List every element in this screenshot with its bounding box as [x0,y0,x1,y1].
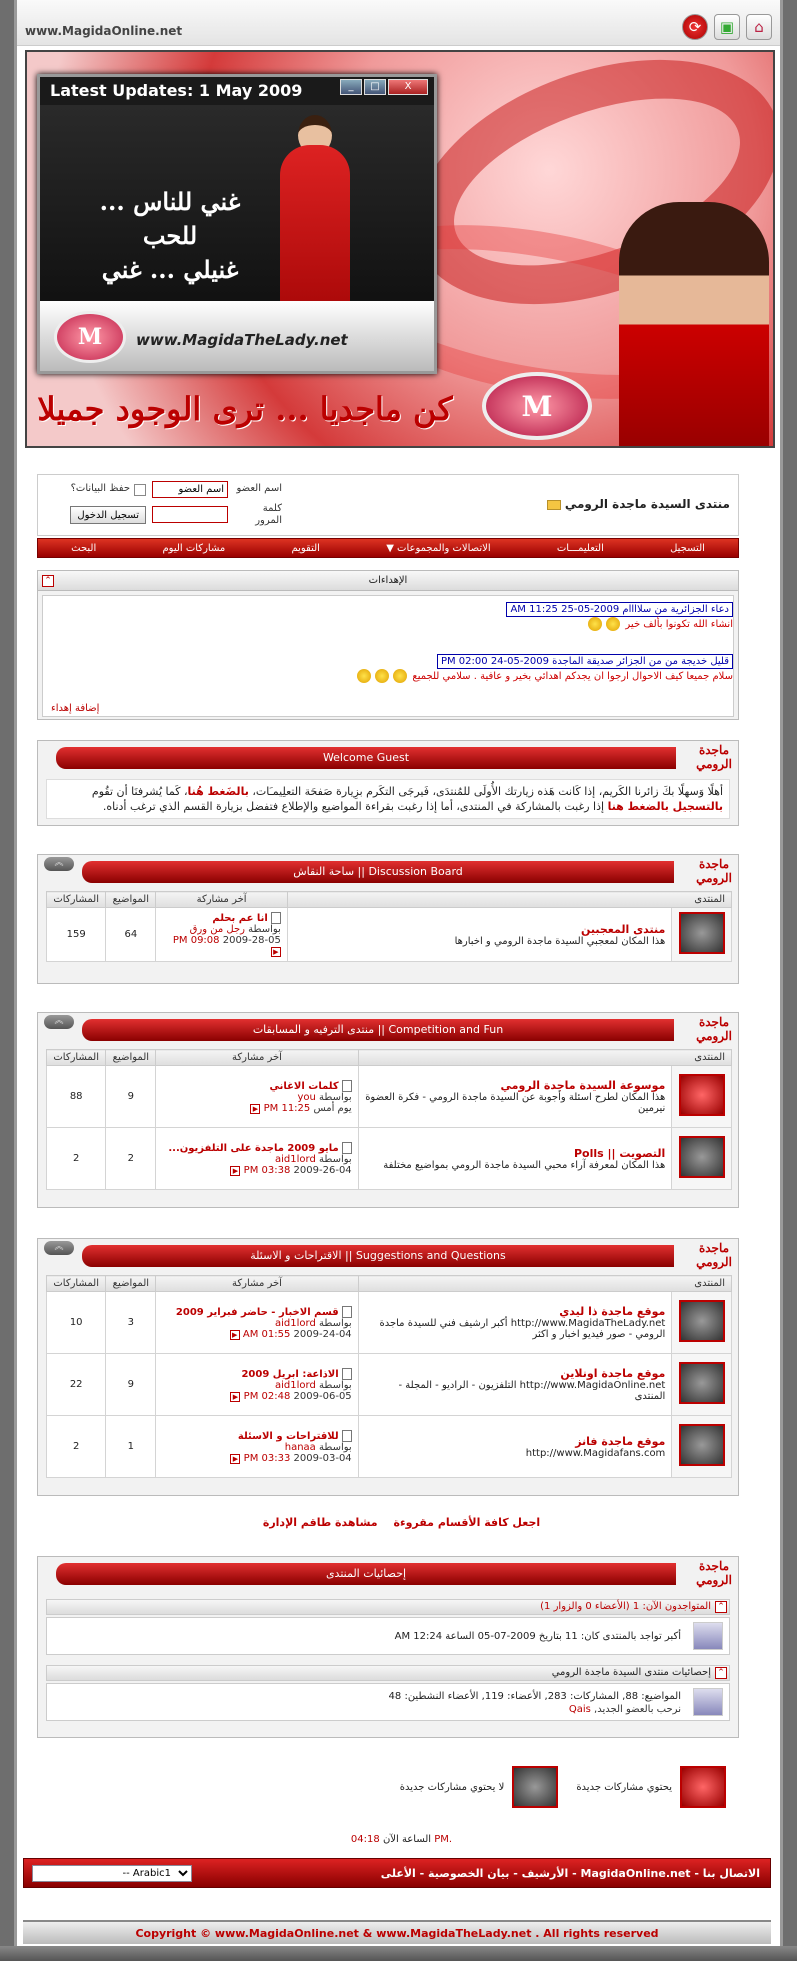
last-post-title[interactable]: الاذاعة: ابريل 2009 [241,1368,339,1380]
thread-count: 1 [106,1416,156,1478]
nav-search[interactable]: البحث [71,542,97,554]
section-title: الاقتراحات و الاسئلة || Suggestions and Questions [82,1245,674,1267]
table-row: موقع ماجدة فانز http://www.Magidafans.com للاقتراحات و الاسئلة بواسطة hanaa 2009-03-04 03:33 PM ▶ 1 2 [47,1416,732,1478]
password-label: كلمة المرور [255,503,282,526]
last-post-user[interactable]: aid1lord [275,1317,316,1329]
last-post-title[interactable]: قسم الاخبار - حاضر فبراير 2009 [175,1306,339,1318]
login-button[interactable]: تسجيل الدخول [70,506,146,524]
smiley-icon [357,669,371,683]
goto-last-post-icon[interactable]: ▶ [271,947,281,957]
forum-name[interactable]: موقع ماجدة اونلاين [560,1367,666,1380]
post-icon [342,1142,352,1154]
magida-cap-icon: ماجدة الرومي [696,743,732,771]
forum-name[interactable]: منتدى المعجبين [580,922,666,936]
forum-section [37,1012,739,1208]
nav-calendar[interactable]: التقويم [291,542,320,554]
last-post-title[interactable]: مايو 2009 ماجدة على التلفزيون... [168,1142,339,1154]
users-icon [693,1622,723,1650]
forum-status-icon [679,912,725,954]
last-post-user[interactable]: aid1lord [275,1379,316,1391]
no-new-posts-label: لا يحتوي مشاركات جديدة [399,1781,505,1793]
forum-name[interactable]: موسوعة السيدة ماجدة الرومي [500,1079,666,1092]
remember-checkbox[interactable] [134,484,146,496]
table-row: منتدى المعجبين هذا المكان لمعجبي السيدة ماجدة الرومي و اخبارها انا عم بحلم بواسطة رجل من ورق 2009-28-05 09:08 PM ▶ 64 159 [47,908,732,962]
copyright: Copyright © www.MagidaOnline.net & www.MagidaTheLady.net . All rights reserved [23,1920,771,1944]
shout-author[interactable]: دعاء الجزائرية من سلاااام 2009-05-25 11:25 AM [506,602,733,617]
shout-item [355,654,733,682]
banner-url: www.MagidaTheLady.net [136,331,348,349]
staff-link[interactable]: مشاهدة طاقم الإدارة [262,1516,378,1529]
welcome-box [37,740,739,826]
chart-icon [693,1688,723,1716]
forum-table: المنتدى آخر مشاركة المواضيع المشاركات موسوعة السيدة ماجدة الرومي هذا المكان لطرح اسئلة وأجوبة عن السيدة ماجدة الرومي - فكرة العضوة نيرمين كلمات الاغاني بواسطة you يوم أمس 11:25 PM ▶ 9 88 التصويت || Polls هذا المكان لمعرفة آراء محبي السيدة ماجدة الرومي بمواضيع مختلفة مايو 2009 ماجدة على التلفزيون... بواسطة aid1lord 2009-26-04 03:38 PM ▶ 2 2 [46,1049,732,1190]
current-time: الساعة الآن 04:18 PM. [350,1834,453,1845]
thread-count: 9 [106,1066,156,1128]
forum-links [3,1516,797,1529]
register-link[interactable]: بالتسجيل بالضغط هنا [607,800,723,813]
forum-name[interactable]: موقع ماجدة فانز [575,1434,666,1448]
last-post-title[interactable]: للاقتراحات و الاسئلة [237,1430,339,1442]
no-new-posts-icon [512,1766,558,1808]
remember-label: حفظ البيانات؟ [70,483,130,494]
site-url[interactable]: www.MagidaOnline.net [25,24,183,38]
magida-cap-icon: ماجدة الرومي [696,1015,732,1043]
section-title: ساحة النقاش || Discussion Board [82,861,674,883]
collapse-icon[interactable]: ︽ [44,1241,74,1255]
post-count: 2 [47,1128,106,1190]
collapse-icon[interactable]: ⌃ [715,1667,727,1679]
forum-status-icon [679,1136,725,1178]
last-post-user[interactable]: رجل من ورق [189,924,245,935]
portrait-photo [619,202,769,447]
folder-icon [547,500,561,510]
latest-updates-title: Latest Updates: 1 May 2009 [50,81,303,100]
forum-desc: http://www.MagidaTheLady.net أكبر ارشيف فني للسيدة ماجدة الرومي - صور فيديو اخبار و اكثر [379,1318,666,1340]
post-count: 88 [47,1066,106,1128]
image-icon[interactable]: ▣ [714,14,740,40]
magida-cap-icon: ماجدة الرومي [696,1241,732,1269]
forum-status-icon [679,1362,725,1404]
forum-desc: http://www.MagidaOnline.net التلفزيون - الراديو - المجلة - المنتدى [398,1380,666,1402]
new-posts-icon [680,1766,726,1808]
add-shout-link[interactable]: إضافة إهداء [51,703,100,714]
forum-desc: هذا المكان لمعرفة آراء محبي السيدة ماجدة الرومي بمواضيع مختلفة [383,1159,666,1171]
post-count: 2 [47,1416,106,1478]
forum-stats-text: المواضيع: 88, المشاركات: 283, الأعضاء: 119, الأعضاء النشطين: 48 نرحب بالعضو الجديد, Qais [388,1691,681,1715]
forum-table: المنتدى آخر مشاركة المواضيع المشاركات موقع ماجدة ذا ليدي http://www.MagidaTheLady.net أكبر ارشيف فني للسيدة ماجدة الرومي - صور فيديو اخبار و اكثر قسم الاخبار - حاضر فبراير 2009 بواسطة aid1lord 2009-24-04 01:55 AM ▶ 3 10 موقع ماجدة اونلاين http://www.MagidaOnline.net التلفزيون - الراديو - المجلة - المنتدى الاذاعة: ابريل 2009 بواسطة aid1lord 2009-06-05 02:48 PM ▶ 9 22 موقع ماجدة فانز http://www.Magidafans.com للاقتراحات و الاسئلة بواسطة hanaa 2009-03-04 03:33 PM ▶ 1 2 [46,1275,732,1478]
magida-cap-icon: ماجدة الرومي [696,857,732,885]
faq-link[interactable]: بالضَغط هُنا [187,785,249,798]
post-icon [271,912,281,924]
post-count: 10 [47,1292,106,1354]
maximize-icon[interactable]: □ [364,79,386,95]
forum-table: المنتدى آخر مشاركة المواضيع المشاركات منتدى المعجبين هذا المكان لمعجبي السيدة ماجدة الرومي و اخبارها انا عم بحلم بواسطة رجل من ورق 2009-28-05 09:08 PM ▶ 64 159 [46,891,732,962]
thread-count: 64 [106,908,156,962]
nav-todays-posts[interactable]: مشاركات اليوم [162,542,226,554]
stats-box [37,1556,739,1738]
shout-item [506,602,733,630]
last-post-title[interactable]: كلمات الاغاني [269,1080,339,1092]
last-post-user[interactable]: you [297,1091,316,1103]
close-icon[interactable]: X [388,79,428,95]
smiley-icon [588,617,602,631]
footer-bar [23,1858,771,1888]
minimize-icon[interactable]: _ [340,79,362,95]
last-post-title[interactable]: انا عم بحلم [212,913,268,924]
refresh-icon[interactable]: ⟳ [682,14,708,40]
forum-status-icon [679,1424,725,1466]
post-count: 159 [47,908,106,962]
collapse-icon[interactable]: ⌃ [42,575,54,587]
last-post-user[interactable]: aid1lord [275,1153,316,1165]
home-icon[interactable]: ⌂ [746,14,772,40]
thread-count: 3 [106,1292,156,1354]
goto-last-post-icon[interactable]: ▶ [230,1166,240,1176]
forum-name[interactable]: التصويت || Polls [573,1146,666,1160]
post-count: 22 [47,1354,106,1416]
forum-title[interactable]: منتدى السيدة ماجدة الرومي [543,497,730,511]
smiley-icon [393,669,407,683]
section-title: منتدى الترفيه و المسابقات || Competition and Fun [82,1019,674,1041]
forum-stats-header: ⌃ إحصائيات منتدى السيدة ماجدة الرومي [46,1665,730,1681]
nav-register[interactable]: التسجيل [670,542,705,554]
language-select[interactable] [32,1865,192,1882]
forum-stats-row [46,1683,730,1721]
new-member-link[interactable]: Qais [568,1704,591,1715]
concert-photo [40,105,434,305]
forum-desc: هذا المكان لطرح اسئلة وأجوبة عن السيدة ماجدة الرومي - فكرة العضوة نيرمين [365,1092,666,1114]
welcome-text: أهلًا وَسهلًا بكَ زائرنا الكَريم، إذا كَانت هَذه زيارتك الأُولَى للمُنتدَى، فَيرجَى التكَرم بزِيارة صَفحَة التعلِيمـَات، بالضَغط هُنا، كَما يُشرفنَا أن تقُوم بالتسجيل بالضغط هنا إذا رغبت بالمشاركة في المنتدى، أما إذا رغبت بقراءة المواضيع والإطلاع فتفضل بزيارة القسم الذي ترغب أدناه. [46,779,730,819]
last-post-user[interactable]: hanaa [284,1441,316,1453]
table-row: موقع ماجدة ذا ليدي http://www.MagidaTheLady.net أكبر ارشيف فني للسيدة ماجدة الرومي - صور فيديو اخبار و اكثر قسم الاخبار - حاضر فبراير 2009 بواسطة aid1lord 2009-24-04 01:55 AM ▶ 3 10 [47,1292,732,1354]
welcome-title: Welcome Guest [56,747,676,769]
forum-status-icon [679,1300,725,1342]
mark-read-link[interactable]: اجعل كافة الأقسام مقروءة [393,1516,541,1529]
navbar [37,538,739,558]
smiley-icon [606,617,620,631]
shout-author[interactable]: قليل خديجة من من الجزائر صديقة الماجدة 2009-05-24 02:00 PM [437,654,733,669]
forum-desc: http://www.Magidafans.com [525,1447,666,1459]
username-input[interactable] [152,481,228,498]
new-posts-label: يحتوي مشاركات جديدة [576,1781,672,1793]
post-icon [342,1430,352,1442]
password-input[interactable] [152,506,228,523]
top-bar [17,0,780,46]
shout-message: سلام جميعا كيف الاحوال ارجوا ان يجدكم اهدائي بخير و عافية . سلامي للجميع [412,671,733,682]
shout-message: انشاء الله تكونوا بألف خير [625,619,733,630]
footer-links[interactable]: الاتصال بنا - MagidaOnline.net - الأرشيف - بيان الخصوصية - الأعلى [380,1867,760,1880]
online-row [46,1617,730,1655]
goto-last-post-icon[interactable]: ▶ [230,1330,240,1340]
window-buttons [340,79,428,95]
thread-count: 2 [106,1128,156,1190]
goto-last-post-icon[interactable]: ▶ [230,1454,240,1464]
table-row: موقع ماجدة اونلاين http://www.MagidaOnline.net التلفزيون - الراديو - المجلة - المنتدى الاذاعة: ابريل 2009 بواسطة aid1lord 2009-06-05 02:48 PM ▶ 9 22 [47,1354,732,1416]
header-banner [25,50,775,448]
login-bar [37,474,739,536]
icon-legend [400,1766,726,1808]
forum-name[interactable]: موقع ماجدة ذا ليدي [559,1305,666,1318]
goto-last-post-icon[interactable]: ▶ [230,1392,240,1402]
shoutbox-header: ⌃ الإهداءات [38,571,738,591]
magida-logo-icon: M [54,311,126,363]
banner-logo-icon: M [482,372,592,440]
page [14,0,783,1961]
collapse-icon[interactable]: ︽ [44,857,74,871]
online-header: ⌃ المتواجدون الآن: 1 (الأعضاء 0 والزوار 1) [46,1599,730,1615]
bottom-strip [0,1946,797,1961]
stats-title: إحصائيات المنتدى [56,1563,676,1585]
nav-faq[interactable]: التعليمـــات [556,542,604,554]
collapse-icon[interactable]: ︽ [44,1015,74,1029]
post-icon [342,1080,352,1092]
forum-desc: هذا المكان لمعجبي السيدة ماجدة الرومي و اخبارها [454,935,666,947]
post-icon [342,1306,352,1318]
username-label: اسم العضو [236,483,282,494]
thread-count: 9 [106,1354,156,1416]
latest-updates-window[interactable] [37,74,437,374]
collapse-icon[interactable]: ⌃ [715,1601,727,1613]
forum-section [37,1238,739,1496]
table-row: موسوعة السيدة ماجدة الرومي هذا المكان لطرح اسئلة وأجوبة عن السيدة ماجدة الرومي - فكرة العضوة نيرمين كلمات الاغاني بواسطة you يوم أمس 11:25 PM ▶ 9 88 [47,1066,732,1128]
nav-community[interactable]: الاتصالات والمجموعات ▼ [386,542,491,554]
goto-last-post-icon[interactable]: ▶ [250,1104,260,1114]
shoutbox [37,570,739,720]
table-row: التصويت || Polls هذا المكان لمعرفة آراء محبي السيدة ماجدة الرومي بمواضيع مختلفة مايو 2009 ماجدة على التلفزيون... بواسطة aid1lord 2009-26-04 03:38 PM ▶ 2 2 [47,1128,732,1190]
magida-cap-icon: ماجدة الرومي [696,1559,732,1587]
forum-section [37,854,739,984]
online-record: أكبر تواجد بالمنتدى كان: 11 بتاريخ 2009-07-05 الساعة 12:24 AM [394,1631,681,1642]
forum-status-icon [679,1074,725,1116]
post-icon [342,1368,352,1380]
banner-script-text: غني للناس ... للحب غنيلي ... غني [99,187,241,284]
top-icons [682,14,772,40]
banner-slogan: كن ماجديا ... ترى الوجود جميلا [37,390,453,428]
smiley-icon [375,669,389,683]
login-form [42,481,282,531]
